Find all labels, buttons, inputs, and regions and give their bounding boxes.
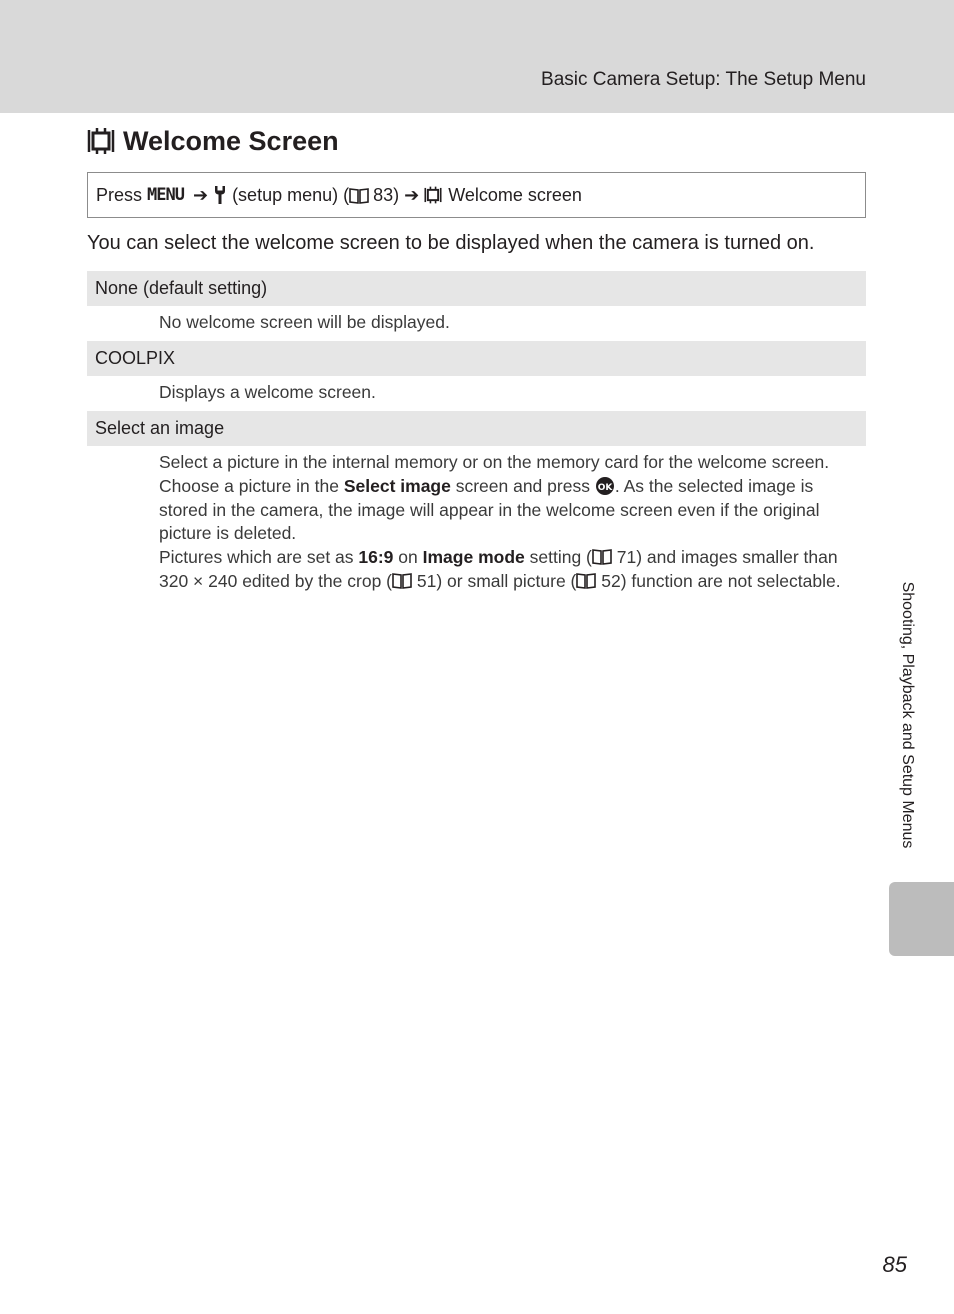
menu-key-label: MENU — [147, 185, 184, 205]
book-icon — [349, 187, 369, 204]
svg-text:OK: OK — [597, 482, 613, 493]
option-coolpix-label: COOLPIX — [87, 341, 866, 376]
page-title — [87, 123, 339, 159]
book-icon — [576, 572, 596, 589]
setup-menu-text: (setup menu) ( — [232, 184, 350, 205]
press-label: Press — [96, 184, 143, 205]
book-icon — [592, 548, 612, 565]
welcome-screen-icon — [424, 186, 442, 204]
option-none-description: No welcome screen will be displayed. — [159, 312, 450, 332]
option-select-image-description — [159, 451, 859, 594]
arrow-right-icon: ➔ — [404, 184, 420, 205]
book-icon — [392, 572, 412, 589]
menu-path-box — [87, 172, 866, 218]
ok-button-icon — [595, 476, 615, 496]
option-none-label: None (default setting) — [87, 271, 866, 306]
description-paragraph-2: Pictures which are set as 16:9 on Image mode setting ( 71) and images smaller than 320 × 240 edited by the crop ( 51) or small picture ( 52) function are not selectable. — [159, 547, 841, 591]
option-coolpix-description: Displays a welcome screen. — [159, 382, 376, 402]
page-number: 85 — [882, 1252, 907, 1277]
running-head: Basic Camera Setup: The Setup Menu — [541, 69, 866, 90]
intro-paragraph: You can select the welcome screen to be displayed when the camera is turned on. — [87, 232, 815, 254]
arrow-right-icon: ➔ — [192, 184, 209, 205]
description-paragraph-1: Select a picture in the internal memory or on the memory card for the welcome screen. Choose a picture in the Select image screen and press OK . As the selected image is stored in the camera, the image will appear in the welcome screen even if the original picture is deleted. — [159, 452, 830, 544]
page-title-text: Welcome Screen — [123, 126, 339, 156]
side-tab-label: Shooting, Playback and Setup Menus — [899, 581, 916, 849]
header-band — [0, 0, 954, 113]
page-ref: 83) — [373, 184, 400, 205]
welcome-screen-icon — [87, 127, 115, 155]
thumb-index-tab — [889, 882, 954, 956]
wrench-icon — [213, 185, 227, 205]
welcome-screen-text: Welcome screen — [448, 184, 582, 205]
option-select-image-label: Select an image — [87, 411, 866, 446]
